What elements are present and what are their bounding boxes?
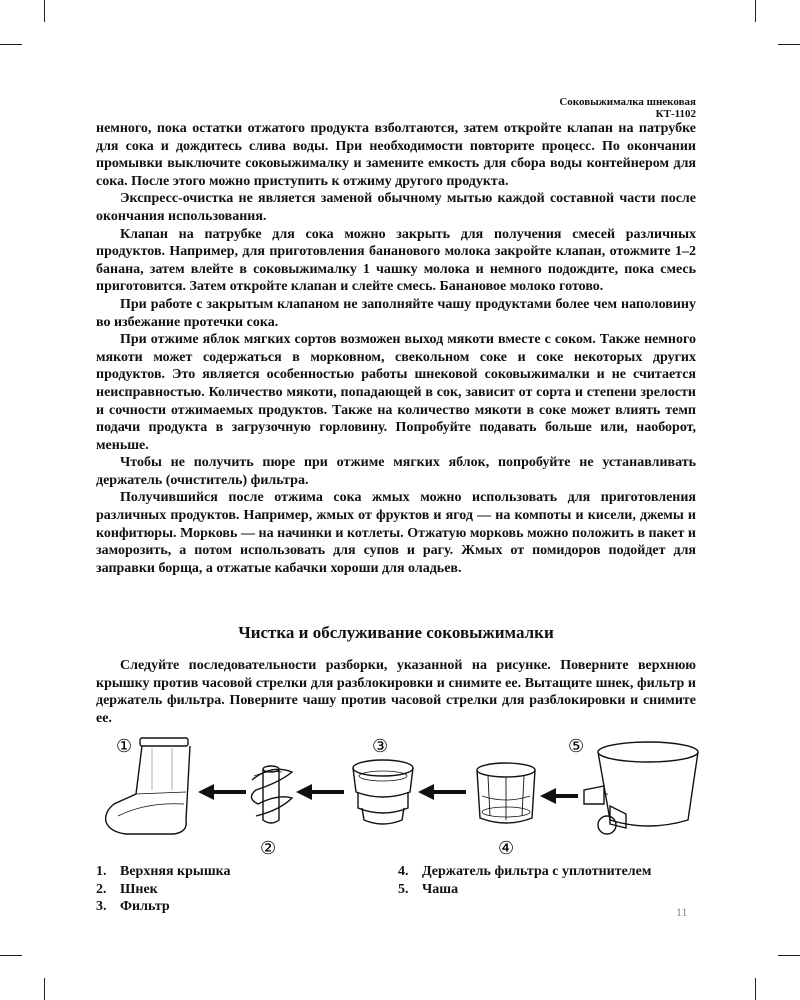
paragraph: Чтобы не получить пюре при отжиме мягких яблок, попробуйте не устанавливать держатель (очиститель) фильтра.	[96, 455, 696, 488]
list-item: 1. Верхняя крышка	[96, 864, 231, 879]
paragraph: Экспресс-очистка не является заменой обычному мытью каждой составной части после окончания использования.	[96, 191, 696, 224]
arrow-icon	[418, 784, 466, 800]
list-item: 4. Держатель фильтра с уплотнителем	[398, 864, 652, 879]
list-item: 2. Шнек	[96, 881, 158, 897]
bowl-part	[584, 742, 698, 834]
list-item: 3. Фильтр	[96, 899, 170, 915]
paragraph: При отжиме яблок мягких сортов возможен выход мякоти вместе с соком. Также немного мякоти может содержаться в морковном, свекольном соке и соке некоторых других продуктов. Это является особенностью работы шнековой соковыжималки и не считается неисправностью. Количество мякоти, попадающей в сок, зависит от сорта и степени зрелости и сочности отжимаемых продуктов. Также на количество мякоти в соке может влиять темп подачи продукта в загрузочную горловину. Попробуйте подавать больше или, наоборот, меньше.	[96, 332, 696, 453]
parts-list-left	[96, 863, 231, 916]
crop-mark	[0, 44, 22, 45]
running-header	[559, 96, 696, 120]
auger-part	[251, 766, 292, 823]
header-model: КТ-1102	[655, 108, 696, 120]
crop-mark	[755, 0, 756, 22]
section-title: Чистка и обслуживание соковыжималки	[238, 623, 554, 642]
list-item: 5. Чаша	[398, 881, 459, 897]
paragraph: немного, пока остатки отжатого продукта взболтаются, затем откройте клапан на патрубке для сока и дождитесь слива воды. При необходимости повторите процесс. По окончании промывки выключите соковыжималку и замените емкость для сбора воды контейнером для сока. После этого можно приступить к отжиму другого продукта.	[96, 121, 696, 189]
header-product-name: Соковыжималка шнековая	[559, 96, 696, 108]
crop-mark	[778, 955, 800, 956]
crop-mark	[778, 44, 800, 45]
crop-mark	[44, 978, 45, 1000]
arrow-icon	[198, 784, 246, 800]
crop-mark	[44, 0, 45, 22]
arrow-icon	[296, 784, 344, 800]
paragraph: При работе с закрытым клапаном не заполняйте чашу продуктами более чем наполовину во избежание протечки сока.	[96, 296, 696, 330]
callout-label: ⑤	[568, 736, 585, 757]
disassembly-figure	[96, 732, 726, 862]
paragraph: Получившийся после отжима сока жмых можно использовать для приготовления различных продуктов. Например, жмых от фруктов и ягод — на компоты и кисели, джемы и конфитюры. Морковь — на начинки и котлеты. Отжатую морковь можно положить в пакет и заморозить, а потом использовать для супов и рагу. Жмых от помидоров подойдет для заправки борща, а отжатые кабачки хороши для оладьев.	[96, 490, 696, 576]
page-number: 11	[676, 905, 688, 919]
section-intro	[96, 657, 696, 727]
paragraph: Следуйте последовательности разборки, указанной на рисунке. Поверните верхнюю крышку против часовой стрелки для разблокировки и снимите ее. Вытащите шнек, фильтр и держатель фильтра. Поверните чашу против часовой стрелки для разблокировки и снимите ее.	[96, 658, 696, 726]
disassembly-diagram	[96, 732, 726, 862]
crop-mark	[0, 955, 22, 956]
arrow-icon	[540, 788, 578, 804]
callout-label: ④	[498, 838, 515, 859]
filter-part	[353, 760, 413, 824]
filter-holder-part	[477, 763, 535, 823]
callout-label: ①	[116, 736, 133, 757]
crop-mark	[755, 978, 756, 1000]
body-text	[96, 120, 696, 577]
parts-list-right	[398, 863, 651, 898]
paragraph: Клапан на патрубке для сока можно закрыть для получения смесей различных продуктов. Например, для приготовления бананового молока закройте клапан, отожмите 1–2 банана, затем влейте в соковыжималку 1 чашку молока и немного подождите, пока смесь приготовится. Затем откройте клапан и слейте смесь. Банановое молоко готово.	[96, 226, 696, 295]
callout-label: ②	[260, 838, 277, 859]
callout-label: ③	[372, 736, 389, 757]
